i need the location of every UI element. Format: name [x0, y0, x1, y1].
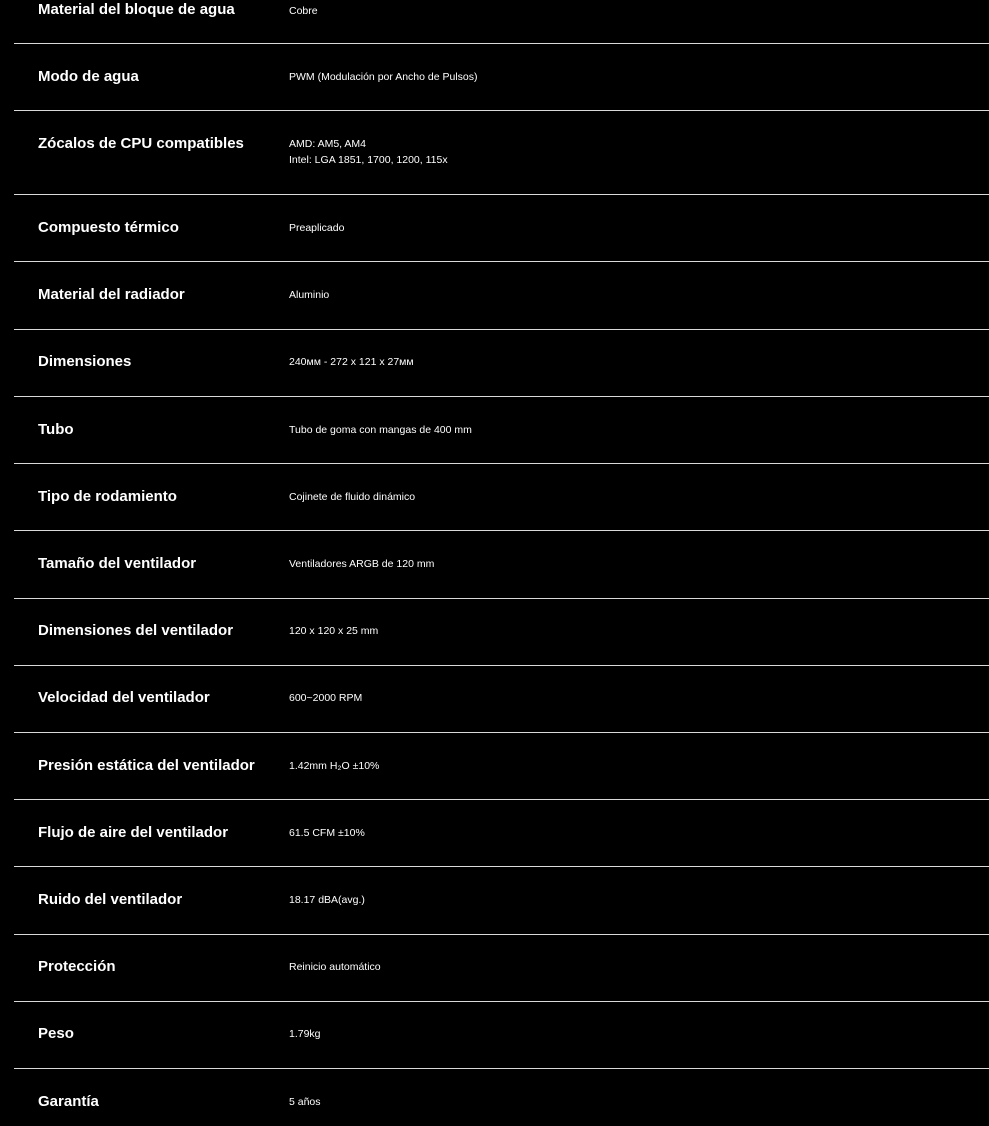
- spec-value-line: 600~2000 RPM: [289, 692, 363, 704]
- spec-value: [289, 825, 365, 841]
- spec-value-line: Cobre: [289, 5, 318, 17]
- spec-value-line: 1.79kg: [289, 1028, 321, 1040]
- spec-value-line: 240мм - 272 x 121 x 27мм: [289, 356, 414, 368]
- spec-label: Tipo de rodamiento: [38, 488, 177, 505]
- spec-value: [289, 220, 344, 236]
- spec-row-ruido-ventilador: [14, 867, 989, 935]
- spec-row-presion-estatica: [14, 733, 989, 800]
- spec-value: [289, 354, 414, 370]
- spec-value: [289, 489, 415, 505]
- spec-value-line: Tubo de goma con mangas de 400 mm: [289, 424, 472, 436]
- spec-label: Peso: [38, 1025, 74, 1042]
- spec-label: Flujo de aire del ventilador: [38, 824, 229, 841]
- spec-row-material-bloque: [14, 0, 989, 44]
- spec-row-flujo-aire: [14, 800, 989, 867]
- spec-row-velocidad-ventilador: [14, 666, 989, 733]
- spec-row-compuesto: [14, 195, 989, 262]
- spec-value: [289, 287, 329, 303]
- spec-row-dimensiones-ventilador: [14, 599, 989, 666]
- spec-value: [289, 623, 378, 639]
- spec-value: [289, 758, 379, 774]
- spec-row-garantia: [14, 1069, 989, 1126]
- spec-value: [289, 1094, 321, 1110]
- spec-value-line: 18.17 dBA(avg.): [289, 894, 365, 906]
- spec-value-line: PWM (Modulación por Ancho de Pulsos): [289, 71, 478, 83]
- spec-table: [14, 0, 989, 1126]
- spec-value-line: AMD: AM5, AM4: [289, 138, 367, 150]
- spec-value: [289, 3, 318, 19]
- spec-row-proteccion: [14, 935, 989, 1002]
- spec-value-line: Ventiladores ARGB de 120 mm: [289, 558, 435, 570]
- spec-value-line: 120 x 120 x 25 mm: [289, 625, 379, 637]
- spec-label: Velocidad del ventilador: [38, 689, 210, 706]
- spec-row-rodamiento: [14, 464, 989, 531]
- spec-label: Dimensiones del ventilador: [38, 622, 234, 639]
- spec-label: Material del radiador: [38, 286, 185, 303]
- spec-value: [289, 422, 472, 438]
- spec-value-line: 5 años: [289, 1096, 321, 1108]
- spec-value-line: Cojinete de fluido dinámico: [289, 491, 416, 503]
- spec-label: Compuesto térmico: [38, 219, 179, 236]
- spec-label: Garantía: [38, 1093, 99, 1110]
- spec-value: [289, 556, 434, 572]
- spec-value-line: Reinicio automático: [289, 961, 381, 973]
- spec-label: Modo de agua: [38, 68, 139, 85]
- spec-label: Material del bloque de agua: [38, 1, 235, 18]
- spec-row-dimensiones: [14, 330, 989, 397]
- spec-value-line: Aluminio: [289, 289, 330, 301]
- spec-value: [289, 959, 381, 975]
- spec-label: Ruido del ventilador: [38, 891, 183, 908]
- spec-label: Zócalos de CPU compatibles: [38, 135, 244, 152]
- spec-row-modo-agua: [14, 44, 989, 111]
- spec-row-tamano-ventilador: [14, 531, 989, 599]
- spec-value: [289, 892, 365, 908]
- spec-label: Presión estática del ventilador: [38, 757, 255, 774]
- spec-value: [289, 690, 362, 706]
- spec-row-radiador: [14, 262, 989, 330]
- spec-value-line: Intel: LGA 1851, 1700, 1200, 115x: [289, 154, 448, 166]
- spec-value-line: Preaplicado: [289, 222, 345, 234]
- spec-row-zocalos: [14, 111, 989, 195]
- spec-label: Tamaño del ventilador: [38, 555, 197, 572]
- spec-label: Dimensiones: [38, 353, 132, 370]
- spec-label: Protección: [38, 958, 116, 975]
- spec-value: [289, 69, 478, 85]
- spec-value: [289, 136, 448, 168]
- spec-row-peso: [14, 1002, 989, 1069]
- spec-value-line: 1.42mm H₂O ±10%: [289, 760, 380, 772]
- spec-value: [289, 1026, 321, 1042]
- spec-label: Tubo: [38, 421, 74, 438]
- spec-row-tubo: [14, 397, 989, 464]
- spec-value-line: 61.5 CFM ±10%: [289, 827, 365, 839]
